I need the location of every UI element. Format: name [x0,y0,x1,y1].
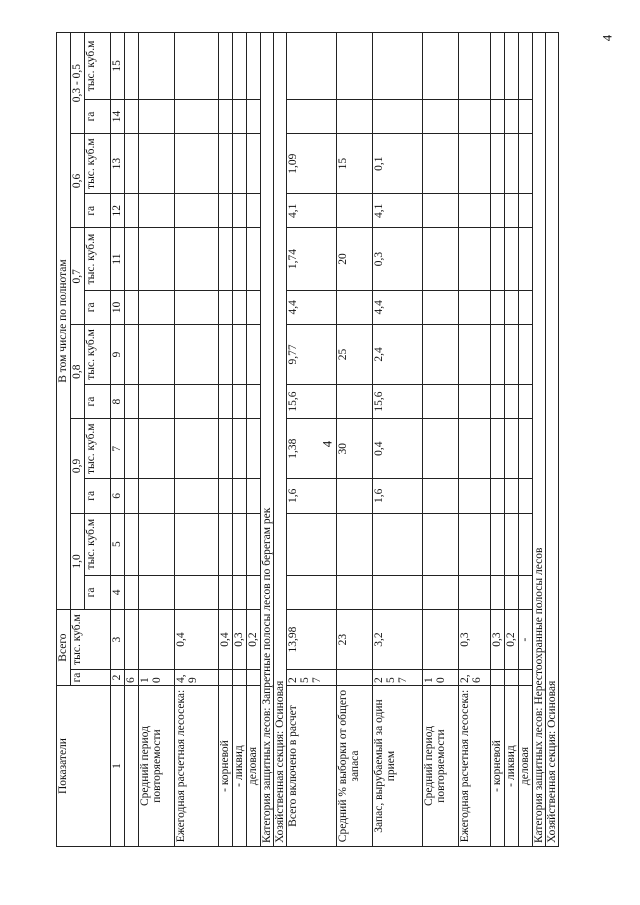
column-number: 14 [111,99,125,133]
table-cell [505,325,519,385]
column-number: 4 [111,575,125,609]
table-cell: 0,3 [491,610,505,670]
table-cell [491,33,505,100]
table-cell [373,575,423,609]
table-cell [505,384,519,418]
column-number: 12 [111,194,125,228]
table-cell [491,194,505,228]
table-cell: - [519,610,533,670]
table-cell [219,325,233,385]
table-cell [373,513,423,575]
table-cell [423,134,459,194]
table-cell [505,134,519,194]
header-density: 0,7 [71,228,85,325]
column-number: 8 [111,384,125,418]
table-row [219,33,233,847]
table-cell [519,575,533,609]
row-label: Всего включено в расчет [287,686,337,847]
header-total: Всего [57,610,71,686]
table-cell [233,575,247,609]
table-cell [519,33,533,100]
table-cell [491,513,505,575]
table-cell [491,575,505,609]
table-row [533,33,546,847]
table-cell [233,194,247,228]
table-cell [519,325,533,385]
table-cell [125,325,139,385]
column-number: 15 [111,33,125,100]
table-cell [519,290,533,324]
table-cell [519,479,533,513]
table-cell [423,419,459,479]
table-cell: 4,1 [287,194,337,228]
table-cell [423,99,459,133]
column-number: 1 [111,686,125,847]
table-cell: 0,4 [373,419,423,479]
table-cell: 0,2 [247,610,261,670]
table-cell: 1,74 [287,228,337,290]
table-cell [125,610,139,670]
table-cell: 1,6 [287,479,337,513]
table-cell [287,33,337,100]
table-cell: 15,6 [373,384,423,418]
table-cell [233,228,247,290]
table-cell [505,479,519,513]
row-label: - ликвид [505,686,519,847]
table-cell [337,384,373,418]
table-cell [175,513,219,575]
table-cell [139,290,175,324]
table-cell [459,99,491,133]
table-cell [139,134,175,194]
table-row [459,33,491,847]
table-cell: 2,6 [459,669,491,685]
table-cell [247,134,261,194]
table-cell [219,513,233,575]
header-tkm: тыс. куб.м [85,134,111,194]
table-row [233,33,247,847]
table-cell: 4,1 [373,194,423,228]
table-cell [175,194,219,228]
table-cell [219,33,233,100]
table-cell [337,479,373,513]
table-cell: 25 [337,325,373,385]
table-cell [247,99,261,133]
table-cell: 10 [139,669,175,685]
table-cell [519,228,533,290]
table-cell: 30 [337,419,373,479]
table-cell: 1,6 [373,479,423,513]
table-cell [337,290,373,324]
table-cell [125,134,139,194]
table-cell: 0,4 [175,610,219,670]
table-cell [139,419,175,479]
table-cell [175,419,219,479]
table-cell [491,134,505,194]
table-cell [139,513,175,575]
header-density: 0,3 - 0,5 [71,33,85,134]
column-number: 10 [111,290,125,324]
table-cell [423,290,459,324]
table-cell: 0,3 [233,610,247,670]
row-label: - корневой [219,686,233,847]
table-cell [423,513,459,575]
table-cell [491,99,505,133]
table-cell [175,290,219,324]
table-cell [219,575,233,609]
table-cell [287,513,337,575]
table-cell [175,134,219,194]
table-cell [337,575,373,609]
row-label: - ликвид [233,686,247,847]
table-cell [519,99,533,133]
table-cell [247,325,261,385]
table-cell [491,384,505,418]
header-ha: га [85,384,111,418]
table-cell [125,290,139,324]
table-cell [505,33,519,100]
header-ha: га [85,290,111,324]
page-number-corner: 4 [599,34,615,42]
table-cell [233,33,247,100]
column-number: 3 [111,610,125,670]
table-cell [423,610,459,670]
header-tkm: тыс. куб.м [85,325,111,385]
table-cell [337,33,373,100]
header-total-ha: га [71,669,111,685]
table-cell [219,194,233,228]
table-cell [505,669,519,685]
table-cell [125,194,139,228]
table-cell: 1,09 [287,134,337,194]
row-label: деловая [519,686,533,847]
table-cell [505,513,519,575]
table-cell [219,290,233,324]
table-cell [423,384,459,418]
table-cell [247,33,261,100]
table-cell: 15 [337,134,373,194]
table-cell [233,479,247,513]
column-number: 9 [111,325,125,385]
row-label [125,686,139,847]
table-cell [459,33,491,100]
row-label: Ежегодная расчетная лесосека: [459,686,491,847]
table-cell: 23 [337,610,373,670]
table-cell [247,513,261,575]
table-row [519,33,533,847]
header-ha: га [85,575,111,609]
table-cell [233,99,247,133]
section-caption: Категория защитных лесов: Запретные полосы лесов по берегам рек [261,33,274,847]
table-cell [175,325,219,385]
table-cell [505,419,519,479]
column-number: 2 [111,669,125,685]
table-cell [287,99,337,133]
table-cell [219,384,233,418]
table-cell [337,669,373,685]
table-cell [219,479,233,513]
forest-table [56,32,559,847]
table-cell: 0,3 [373,228,423,290]
table-cell [233,419,247,479]
table-cell: 257 [373,669,423,685]
table-cell: 10 [423,669,459,685]
table-cell [219,99,233,133]
table-cell [459,290,491,324]
table-cell [175,99,219,133]
table-cell [219,134,233,194]
table-cell: 257 [287,669,337,685]
table-cell [505,99,519,133]
table-cell [423,228,459,290]
table-cell [247,194,261,228]
header-ha: га [85,194,111,228]
table-cell: 9,77 [287,325,337,385]
table-cell [219,419,233,479]
table-cell [247,419,261,479]
table-row [546,33,559,847]
table-cell [125,575,139,609]
table-cell [233,134,247,194]
table-cell [337,513,373,575]
table-cell: 4,4 [287,290,337,324]
table-row [373,33,423,847]
table-cell: 4,4 [373,290,423,324]
table-cell [459,194,491,228]
table-cell [139,33,175,100]
table-cell [219,669,233,685]
table-cell [139,194,175,228]
row-label: деловая [247,686,261,847]
table-cell [247,575,261,609]
table-cell [139,325,175,385]
table-cell [175,384,219,418]
table-cell [423,194,459,228]
table-cell [423,479,459,513]
table-cell [505,575,519,609]
table-cell [247,669,261,685]
table-cell [139,384,175,418]
table-cell [505,194,519,228]
table-cell: 0,1 [373,134,423,194]
column-number: 7 [111,419,125,479]
table-cell [459,325,491,385]
table-cell: 4,9 [175,669,219,685]
table-cell [139,479,175,513]
table-row [423,33,459,847]
table-cell [139,575,175,609]
table-cell: 0,4 [219,610,233,670]
table-cell: 15,6 [287,384,337,418]
header-density: 0,8 [71,325,85,419]
table-cell [287,575,337,609]
table-cell [247,290,261,324]
table-cell: 6 [125,669,139,685]
header-tkm: тыс. куб.м [85,419,111,479]
table-cell [247,384,261,418]
table-cell [139,610,175,670]
table-cell [491,669,505,685]
table-row [491,33,505,847]
table-cell [219,228,233,290]
table-cell [519,384,533,418]
table-cell [491,419,505,479]
table-cell [175,575,219,609]
column-number: 11 [111,228,125,290]
table-cell [247,479,261,513]
table-cell [459,384,491,418]
table-row [287,33,337,847]
row-label: Средний период повторяемости [423,686,459,847]
table-cell [519,669,533,685]
row-label: Средний % выборки от общего запаса [337,686,373,847]
table-cell: 3,2 [373,610,423,670]
table-row [247,33,261,847]
table-cell: 20 [337,228,373,290]
page-number: 4 [319,440,335,448]
table-cell: 0,2 [505,610,519,670]
column-number: 6 [111,479,125,513]
table-cell: 0,3 [459,610,491,670]
table-cell [175,33,219,100]
table-row [139,33,175,847]
table-cell [373,33,423,100]
header-density: 0,6 [71,134,85,228]
table-cell [125,419,139,479]
table-cell [491,228,505,290]
header-density: 0,9 [71,419,85,513]
rotated-page [56,32,582,847]
table-cell [233,325,247,385]
column-number: 5 [111,513,125,575]
table-cell [459,513,491,575]
row-label: Ежегодная расчетная лесосека: [175,686,219,847]
table-cell [139,99,175,133]
table-cell [491,479,505,513]
table-cell: 1,38 [287,419,337,479]
table-cell [175,228,219,290]
row-label: - корневой [491,686,505,847]
table-cell: 13,98 [287,610,337,670]
table-cell [337,194,373,228]
header-tkm: тыс. куб.м [85,513,111,575]
section-caption: Хозяйственная секция: Осиновая [546,33,559,847]
section-caption: Категория защитных лесов: Нерестоохранные полосы лесов [533,33,546,847]
table-cell [139,228,175,290]
table-cell [125,513,139,575]
header-total-tkm: тыс. куб.м [71,610,111,670]
table-cell [491,290,505,324]
row-label: Запас, вырубаемый за один прием [373,686,423,847]
table-row [337,33,373,847]
table-cell [459,479,491,513]
table-cell [337,99,373,133]
table-cell [459,228,491,290]
table-row [125,33,139,847]
table-cell [125,99,139,133]
table-cell [125,33,139,100]
header-ha: га [85,99,111,133]
table-row [505,33,519,847]
table-cell [175,479,219,513]
table-cell [233,290,247,324]
table-cell [125,384,139,418]
table-cell [519,513,533,575]
table-cell [423,33,459,100]
table-row [274,33,287,847]
header-by-density: В том числе по полнотам [57,33,71,610]
table-cell [459,134,491,194]
table-cell [233,513,247,575]
row-label: Средний период повторяемости [139,686,175,847]
header-tkm: тыс. куб.м [85,33,111,100]
table-cell [233,384,247,418]
header-ha: га [85,479,111,513]
table-cell [125,228,139,290]
table-row [261,33,274,847]
table-cell [247,228,261,290]
table-cell [423,325,459,385]
table-cell [519,419,533,479]
column-number: 13 [111,134,125,194]
table-cell [423,575,459,609]
header-density: 1,0 [71,513,85,610]
table-cell [373,99,423,133]
section-caption: Хозяйственная секция: Осиновая [274,33,287,847]
table-row [175,33,219,847]
table-cell [491,325,505,385]
table-cell [233,669,247,685]
table-cell [505,290,519,324]
table-cell [125,479,139,513]
table-cell [459,575,491,609]
header-tkm: тыс. куб.м [85,228,111,290]
table-cell [459,419,491,479]
header-indicators: Показатели [57,686,111,847]
table-cell [505,228,519,290]
table-cell: 2,4 [373,325,423,385]
table-cell [519,134,533,194]
table-cell [519,194,533,228]
